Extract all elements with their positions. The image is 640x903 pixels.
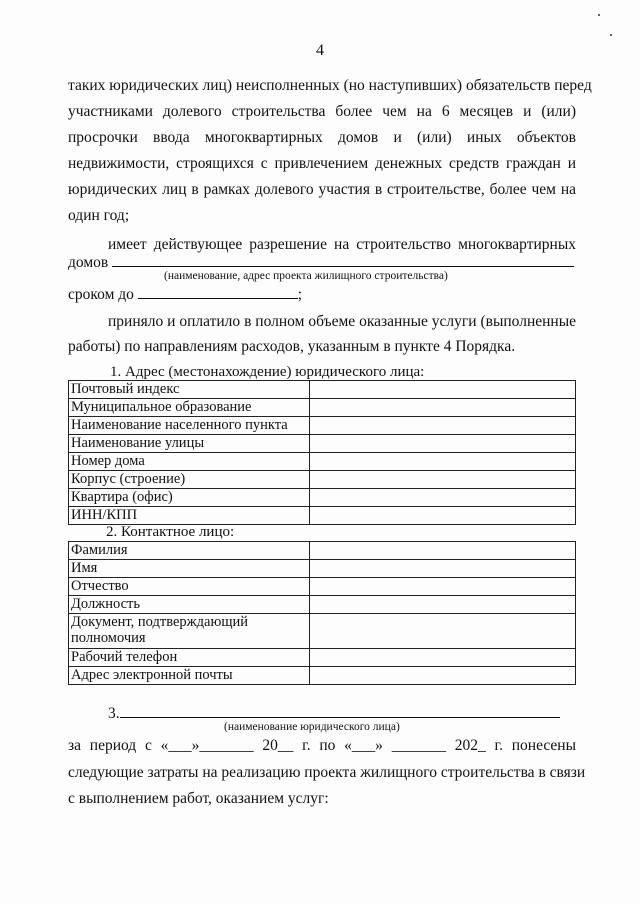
row-label: Почтовый индекс bbox=[69, 381, 310, 399]
para1-line-6: один год; bbox=[68, 207, 130, 224]
row-label: ИНН/КПП bbox=[69, 507, 310, 525]
row-label: Квартира (офис) bbox=[69, 489, 310, 507]
table-row bbox=[69, 649, 576, 667]
row-label: Корпус (строение) bbox=[69, 471, 310, 489]
scan-speck bbox=[598, 14, 600, 16]
row-label: Отчество bbox=[69, 578, 310, 596]
row-value-cell bbox=[310, 435, 576, 453]
row-value-cell bbox=[310, 507, 576, 525]
table-row bbox=[69, 399, 576, 417]
para1-line-5: юридических лиц в рамках долевого участия в строительстве, более чем на bbox=[68, 181, 576, 198]
row-label: Адрес электронной почты bbox=[69, 667, 310, 685]
address-table bbox=[68, 380, 576, 525]
table-row bbox=[69, 471, 576, 489]
row-value-cell bbox=[310, 649, 576, 667]
term-date-blank bbox=[138, 284, 298, 299]
row-value-cell bbox=[310, 417, 576, 435]
permit-line: имеет действующее разрешение на строительство многоквартирных bbox=[108, 236, 576, 253]
row-value-cell bbox=[310, 542, 576, 560]
row-label: Должность bbox=[69, 596, 310, 614]
row-value-cell bbox=[310, 560, 576, 578]
para1-line-1: таких юридических лиц) неисполненных (но наступивших) обязательств перед bbox=[68, 77, 592, 94]
contact-section-title: 2. Контактное лицо: bbox=[106, 524, 235, 540]
para2-line-2: работы) по направлениям расходов, указанным в пункте 4 Порядка. bbox=[68, 338, 516, 355]
row-label: Имя bbox=[69, 560, 310, 578]
scan-speck bbox=[610, 34, 612, 36]
row-value-cell bbox=[310, 399, 576, 417]
permit-houses-label: домов bbox=[68, 254, 109, 271]
row-value-cell bbox=[310, 381, 576, 399]
term-line bbox=[68, 284, 576, 305]
para2-line-1: приняло и оплатило в полном объеме оказанные услуги (выполненные bbox=[108, 313, 576, 330]
table-row bbox=[69, 614, 576, 649]
row-label: Муниципальное образование bbox=[69, 399, 310, 417]
period-line: за период с «___»_______ 20__ г. по «___» _______ 202_ г. понесены bbox=[68, 737, 576, 754]
row-value-cell bbox=[310, 578, 576, 596]
row-value-cell bbox=[310, 614, 576, 649]
row-value-cell bbox=[310, 471, 576, 489]
table-row bbox=[69, 435, 576, 453]
row-label: Номер дома bbox=[69, 453, 310, 471]
table-row bbox=[69, 578, 576, 596]
row-value-cell bbox=[310, 489, 576, 507]
row-value-cell bbox=[310, 453, 576, 471]
row-label: Наименование населенного пункта bbox=[69, 417, 310, 435]
term-label: сроком до bbox=[68, 286, 134, 303]
costs-line-2: с выполнением работ, оказанием услуг: bbox=[68, 790, 329, 807]
table-row bbox=[69, 381, 576, 399]
row-label: Фамилия bbox=[69, 542, 310, 560]
table-row bbox=[69, 560, 576, 578]
project-caption: (наименование, адрес проекта жилищного строительства) bbox=[164, 270, 448, 282]
row-value-cell bbox=[310, 667, 576, 685]
para1-line-2: участниками долевого строительства более чем на 6 месяцев и (или) bbox=[68, 103, 576, 120]
table-row bbox=[69, 417, 576, 435]
table-row bbox=[69, 453, 576, 471]
row-label: Наименование улицы bbox=[69, 435, 310, 453]
entity-name-blank bbox=[120, 703, 560, 718]
table-row bbox=[69, 596, 576, 614]
row-label: Документ, подтверждающий полномочия bbox=[69, 614, 310, 649]
para1-line-4: недвижимости, строящихся с привлечением денежных средств граждан и bbox=[68, 155, 576, 172]
table-row bbox=[69, 542, 576, 560]
address-section-title: 1. Адрес (местонахождение) юридического лица: bbox=[110, 364, 425, 380]
row-label: Рабочий телефон bbox=[69, 649, 310, 667]
table-row bbox=[69, 489, 576, 507]
para1-line-3: просрочки ввода многоквартирных домов и (или) иных объектов bbox=[68, 129, 576, 146]
table-row bbox=[69, 667, 576, 685]
table-row bbox=[69, 507, 576, 525]
page-number: 4 bbox=[316, 42, 324, 59]
section3-number: 3. bbox=[108, 705, 120, 722]
row-value-cell bbox=[310, 596, 576, 614]
term-semicolon: ; bbox=[297, 286, 303, 303]
project-name-blank bbox=[112, 252, 574, 267]
costs-line-1: следующие затраты на реализацию проекта жилищного строительства в связи bbox=[68, 764, 586, 781]
contact-table bbox=[68, 541, 576, 685]
entity-caption: (наименование юридического лица) bbox=[224, 721, 400, 733]
